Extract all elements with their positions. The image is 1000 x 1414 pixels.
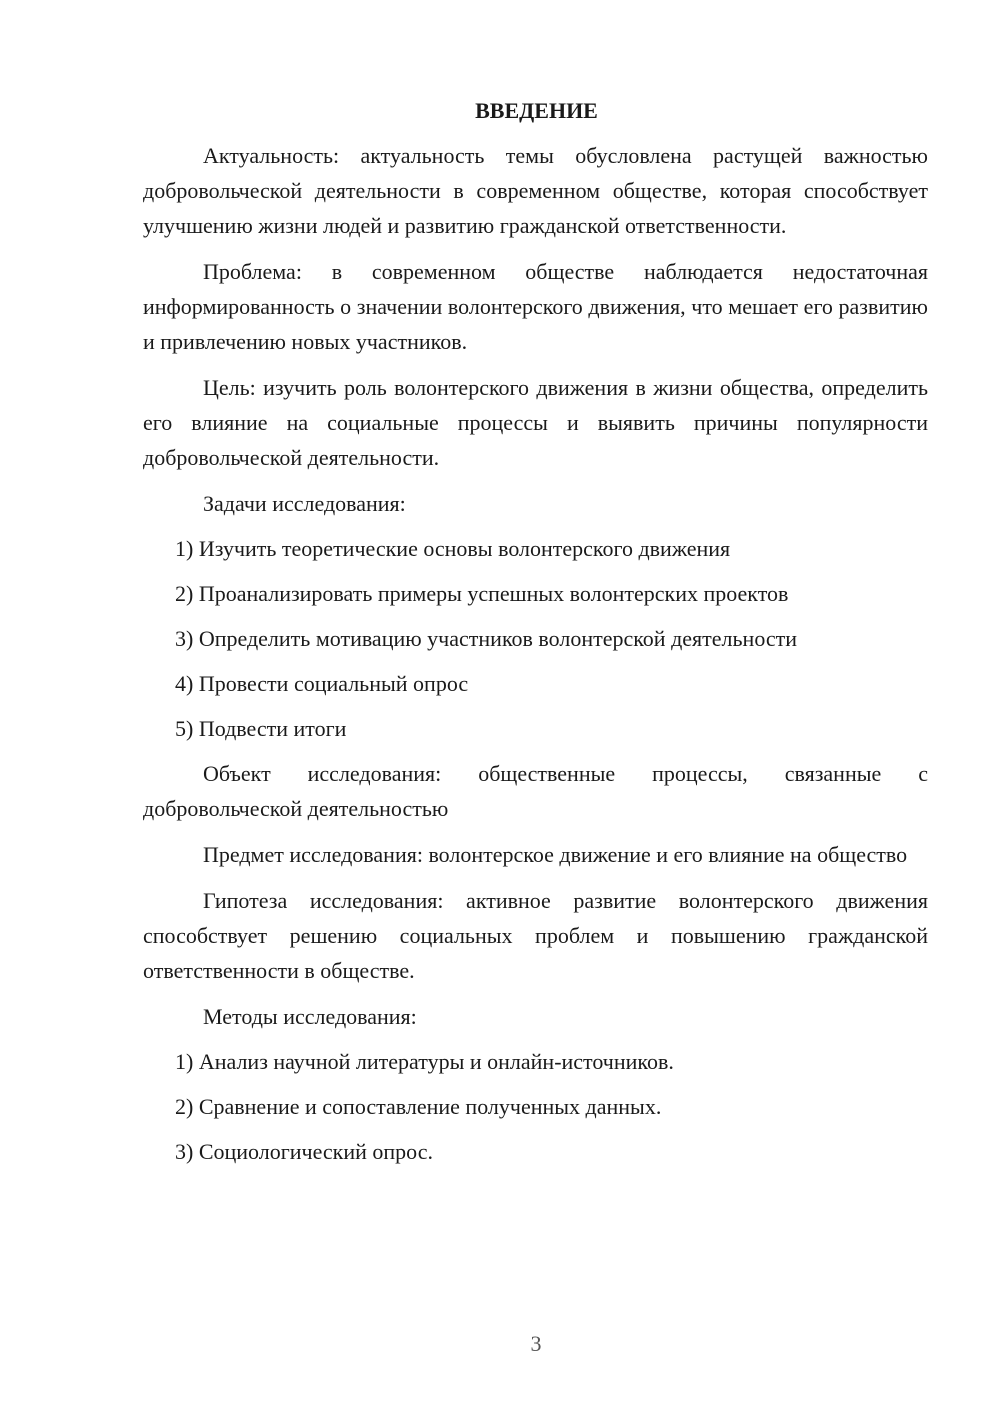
list-item: 5) Подвести итоги: [175, 716, 347, 741]
list-item: 3) Определить мотивацию участников волонтерской деятельности: [175, 626, 798, 651]
hypothesis-paragraph: Гипотеза исследования: активное развитие волонтерского движения способствует решению социальных проблем и повышению гражданской ответственности в обществе.: [143, 888, 928, 983]
page-number: 3: [530, 1331, 542, 1356]
relevance-paragraph: Актуальность: актуальность темы обусловлена растущей важностью добровольческой деятельности в современном обществе, которая способствует улучшению жизни людей и развитию гражданской ответственности.: [143, 143, 928, 238]
list-item: 4) Провести социальный опрос: [175, 671, 469, 696]
section-title: ВВЕДЕНИЕ: [475, 98, 598, 123]
list-item: 2) Сравнение и сопоставление полученных данных.: [175, 1094, 662, 1119]
goal-paragraph: Цель: изучить роль волонтерского движения в жизни общества, определить его влияние на социальные процессы и выявить причины популярности добровольческой деятельности.: [143, 375, 928, 470]
methods-list: [143, 1044, 928, 1169]
list-item: 2) Проанализировать примеры успешных волонтерских проектов: [175, 581, 789, 606]
list-item: 1) Изучить теоретические основы волонтерского движения: [175, 536, 731, 561]
list-item: 3) Социологический опрос.: [175, 1139, 433, 1164]
list-item: 1) Анализ научной литературы и онлайн-источников.: [175, 1049, 674, 1074]
object-paragraph: Объект исследования: общественные процессы, связанные с добровольческой деятельностью: [143, 761, 928, 821]
tasks-list: [143, 531, 928, 746]
problem-paragraph: Проблема: в современном обществе наблюдается недостаточная информированность о значении волонтерского движения, что мешает его развитию и привлечению новых участников.: [143, 259, 928, 354]
page-content: [143, 96, 928, 1179]
tasks-label: Задачи исследования:: [203, 491, 406, 516]
subject-paragraph: Предмет исследования: волонтерское движение и его влияние на общество: [203, 842, 908, 867]
methods-label: Методы исследования:: [203, 1004, 417, 1029]
